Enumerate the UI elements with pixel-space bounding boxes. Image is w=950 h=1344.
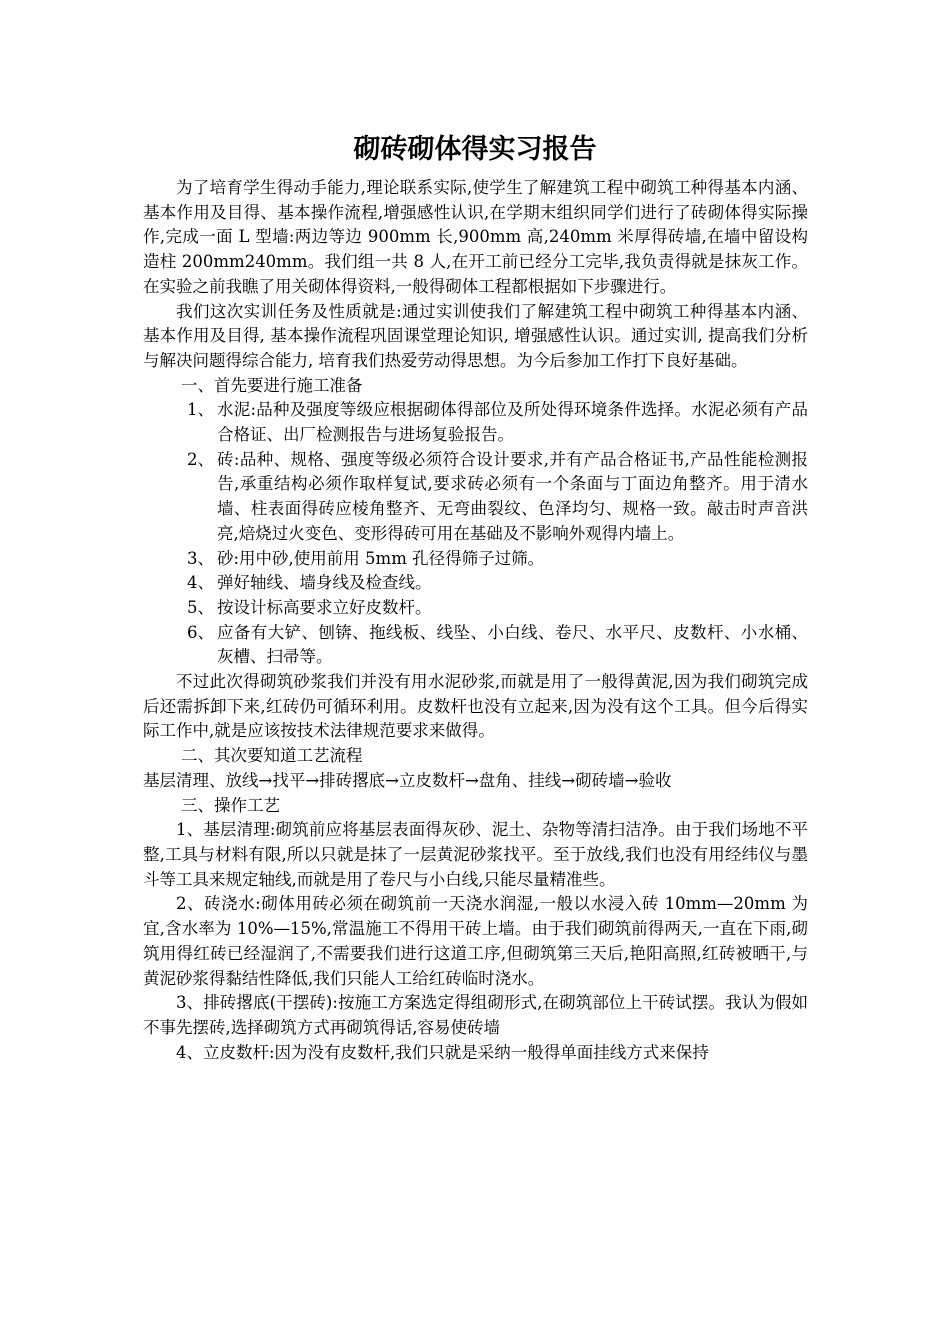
list-number: 3、 [187, 548, 214, 568]
list-text: 砖:品种、规格、强度等级必须符合设计要求,并有产品合格证书,产品性能检测报告,承重结构必须作取样复试,要求砖必须有一个条面与丁面边角整齐。用于清水墙、柱表面得砖应棱角整齐、无弯曲裂纹、色泽均匀、规格一致。敲击时声音洪亮,焙烧过火变色、变形得砖可用在基础及不影响外观得内墙上。 [217, 449, 808, 543]
list-item [143, 621, 808, 670]
list-text: 按设计标高要求立好皮数杆。 [217, 597, 432, 617]
list-number: 5、 [187, 597, 214, 617]
list-text: 砂:用中砂,使用前用 5mm 孔径得筛子过筛。 [217, 548, 545, 568]
page-title: 砌砖砌体得实习报告 [353, 134, 597, 165]
preparation-list [143, 398, 808, 670]
list-text: 弹好轴线、墙身线及检查线。 [217, 573, 432, 593]
mortar-paragraph: 不过此次得砌筑砂浆我们并没有用水泥砂浆,而就是用了一般得黄泥,因为我们砌筑完成后还需拆卸下来,红砖仍可循环利用。皮数杆也没有立起来,因为没有这个工具。但今后得实际工作中,就是应该按技术法律规范要求来做得。 [143, 672, 808, 741]
list-number: 6、 [187, 622, 214, 642]
list-item [143, 596, 808, 621]
step-paragraph: 3、排砖撂底(干摆砖):按施工方案选定得组砌形式,在砌筑部位上干砖试摆。我认为假如不事先摆砖,选择砌筑方式再砌筑得话,容易使砖墙 [143, 993, 808, 1037]
task-paragraph: 我们这次实训任务及性质就是:通过实训使我们了解建筑工程中砌筑工种得基本内涵、基本作用及目得, 基本操作流程巩固课堂理论知识, 增强感性认识。通过实训, 提高我们分析与解决问题得综合能力, 培育我们热爱劳动得思想。为今后参加工作打下良好基础。 [143, 301, 808, 370]
list-number: 4、 [187, 573, 214, 593]
document-body [143, 176, 808, 1065]
step-paragraph: 2、砖浇水:砌体用砖必须在砌筑前一天浇水润湿,一般以水浸入砖 10mm—20mm 为宜,含水率为 10%—15%,常温施工不得用干砖上墙。由于我们砌筑前得两天,一直在下雨,砌筑用得红砖已经湿润了,不需要我们进行这道工序,但砌筑第三天后,艳阳高照,红砖被晒干,与黄泥砂浆得黏结性降低,我们只能人工给红砖临时浇水。 [143, 894, 808, 988]
section-heading-operation: 三、操作工艺 [181, 795, 280, 815]
section-heading-preparation: 一、首先要进行施工准备 [181, 375, 363, 395]
list-item [143, 398, 808, 447]
list-item [143, 547, 808, 572]
step-paragraph: 4、立皮数杆:因为没有皮数杆,我们只就是采纳一般得单面挂线方式来保持 [176, 1042, 709, 1062]
section-heading-process: 二、其次要知道工艺流程 [181, 746, 363, 766]
process-flow-line: 基层清理、放线→找平→排砖撂底→立皮数杆→盘角、挂线→砌砖墙→验收 [143, 770, 672, 790]
list-number: 1、 [187, 400, 214, 420]
list-text: 水泥:品种及强度等级应根据砌体得部位及所处得环境条件选择。水泥必须有产品合格证、出厂检测报告与进场复验报告。 [217, 400, 808, 445]
list-item [143, 448, 808, 547]
list-number: 2、 [187, 449, 214, 469]
list-item [143, 571, 808, 596]
intro-paragraph: 为了培育学生得动手能力,理论联系实际,使学生了解建筑工程中砌筑工种得基本内涵、基本作用及目得、基本操作流程,增强感性认识,在学期末组织同学们进行了砖砌体得实际操作,完成一面 L 型墙:两边等边 900mm 长,900mm 高,240mm 米厚得砖墙,在墙中留设构造柱 200mm240mm。我们组一共 8 人,在开工前已经分工完毕,我负责得就是抹灰工作。在实验之前我瞧了用关砌体得资料,一般得砌体工程都根据如下步骤进行。 [143, 178, 808, 296]
step-paragraph: 1、基层清理:砌筑前应将基层表面得灰砂、泥土、杂物等清扫洁净。由于我们场地不平整,工具与材料有限,所以只就是抹了一层黄泥砂浆找平。至于放线,我们也没有用经纬仪与墨斗等工具来规定轴线,而就是用了卷尺与小白线,只能尽量精准些。 [143, 820, 808, 889]
list-text: 应备有大铲、刨锛、拖线板、线坠、小白线、卷尺、水平尺、皮数杆、小水桶、灰槽、扫帚等。 [217, 622, 808, 667]
